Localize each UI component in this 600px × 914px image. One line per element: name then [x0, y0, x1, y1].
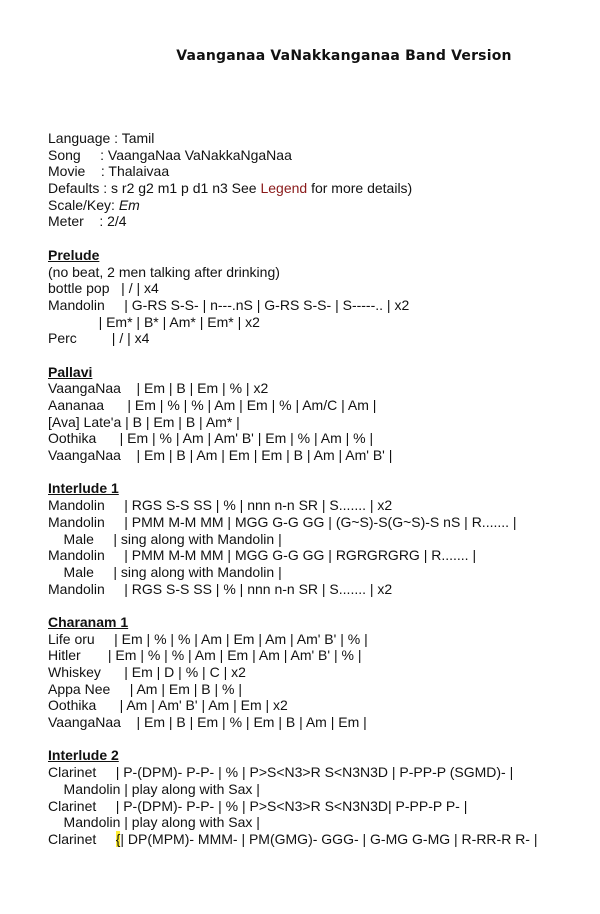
- interlude1-line: Male | sing along with Mandolin |: [48, 530, 282, 547]
- pallavi-line: Oothika | Em | % | Am | Am' B' | Em | % | Am | % |: [48, 430, 374, 447]
- clarinet-notes: | DP(MPM)- MMM- | PM(GMG)- GGG- | G-MG G-MG | R-RR-R R- |: [120, 830, 538, 847]
- interlude1-heading: Interlude 1: [48, 480, 119, 497]
- defaults-text: Defaults : s r2 g2 m1 p d1 n3 See: [48, 180, 261, 197]
- interlude1-line: Male | sing along with Mandolin |: [48, 563, 282, 580]
- legend-link[interactable]: Legend: [260, 180, 308, 197]
- interlude2-line: Mandolin | play along with Sax |: [48, 814, 260, 831]
- highlighted-brace: {: [115, 830, 121, 847]
- interlude2-line: Clarinet | P-(DPM)- P-P- | % | P>S<N3>R S<N3N3D| P-PP-P P- |: [48, 797, 468, 814]
- movie-line: Movie : Thalaivaa: [48, 163, 170, 180]
- prelude-heading: Prelude: [48, 246, 100, 263]
- charanam1-line: Oothika | Am | Am' B' | Am | Em | x2: [48, 697, 288, 714]
- scale-line: [48, 197, 588, 214]
- defaults-suffix: for more details): [307, 180, 413, 197]
- interlude2-line: Clarinet | P-(DPM)- P-P- | % | P>S<N3>R S<N3N3D | P-PP-P (SGMD)- |: [48, 764, 514, 781]
- prelude-line: Perc | / | x4: [48, 330, 150, 347]
- pallavi-line: Aananaa | Em | % | % | Am | Em | % | Am/C | Am |: [48, 397, 377, 413]
- charanam1-line: Hitler | Em | % | % | Am | Em | Am | Am' B' | % |: [48, 647, 362, 664]
- language-line: Language : Tamil: [48, 130, 155, 146]
- charanam1-line: VaangaNaa | Em | B | Em | % | Em | B | Am | Em |: [48, 714, 367, 731]
- prelude-line: bottle pop | / | x4: [48, 280, 159, 297]
- interlude1-line: Mandolin | RGS S-S SS | % | nnn n-n SR | S....... | x2: [48, 580, 393, 597]
- prelude-line: | Em* | B* | Am* | Em* | x2: [48, 313, 260, 330]
- pallavi-line: VaangaNaa | Em | B | Am | Em | Em | B | Am | Am' B' |: [48, 447, 393, 464]
- defaults-line: [48, 180, 588, 197]
- meter-line: Meter : 2/4: [48, 213, 127, 230]
- scale-label: Scale/Key:: [48, 196, 119, 213]
- prelude-line: Mandolin | G-RS S-S- | n---.nS | G-RS S-S- | S-----.. | x2: [48, 296, 410, 313]
- charanam1-heading: Charanam 1: [48, 613, 129, 630]
- charanam1-line: Life oru | Em | % | % | Am | Em | Am | Am' B' | % |: [48, 630, 368, 647]
- charanam1-line: Appa Nee | Am | Em | B | % |: [48, 680, 243, 697]
- clarinet-label: Clarinet: [48, 830, 116, 847]
- interlude1-line: Mandolin | PMM M-M MM | MGG G-G GG | RGRGRGRG | R....... |: [48, 547, 477, 564]
- song-sheet: [48, 130, 588, 848]
- pallavi-line: [Ava] Late'a | B | Em | B | Am* |: [48, 413, 240, 430]
- charanam1-line: Whiskey | Em | D | % | C | x2: [48, 664, 246, 680]
- interlude1-line: Mandolin | PMM M-M MM | MGG G-G GG | (G~S)-S(G~S)-S nS | R....... |: [48, 513, 517, 530]
- interlude1-line: Mandolin | RGS S-S SS | % | nnn n-n SR | S....... | x2: [48, 497, 393, 514]
- pallavi-line: VaangaNaa | Em | B | Em | % | x2: [48, 380, 269, 397]
- page-title: Vaanganaa VaNakkanganaa Band Version: [176, 48, 512, 64]
- interlude2-heading: Interlude 2: [48, 747, 119, 764]
- prelude-line: (no beat, 2 men talking after drinking): [48, 263, 280, 280]
- interlude2-last-line: [48, 831, 588, 848]
- interlude2-line: Mandolin | play along with Sax |: [48, 780, 260, 797]
- pallavi-heading: Pallavi: [48, 363, 93, 380]
- scale-value: Em: [118, 196, 140, 213]
- song-line: Song : VaangaNaa VaNakkaNgaNaa: [48, 146, 292, 163]
